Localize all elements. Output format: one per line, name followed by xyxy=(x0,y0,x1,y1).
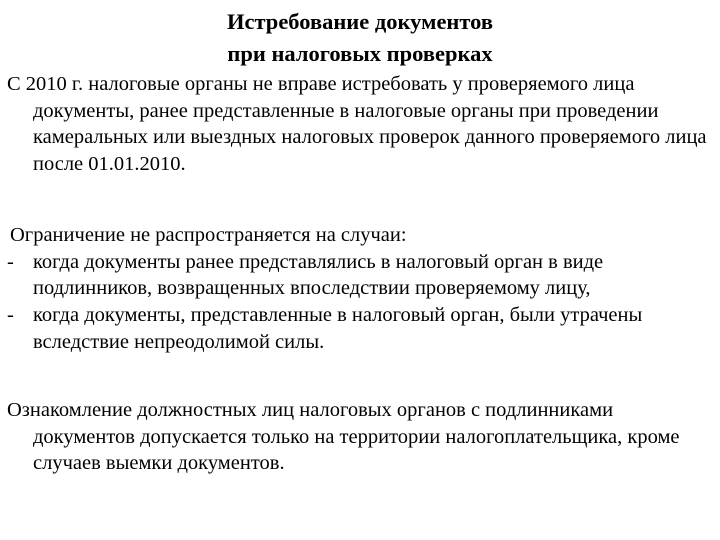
paragraph-restriction-text: С 2010 г. налоговые органы не вправе истребовать у проверяемого лица документы, ранее представленные в налоговые органы при проведении камеральных или выездных налоговых проверок данного проверяемого лица после 01.01.2010. xyxy=(7,73,707,176)
exception-item-originals xyxy=(7,249,713,302)
exception-item-originals-text: когда документы ранее представлялись в налоговый орган в виде подлинников, возвращенных впоследствии проверяемому лицу, xyxy=(33,250,604,300)
dash-bullet: - xyxy=(7,304,14,327)
title-line-1: Истребование документов xyxy=(226,9,493,34)
paragraph-restriction xyxy=(7,71,713,178)
page-title xyxy=(0,6,720,70)
paragraph-familiarization xyxy=(7,397,713,477)
dash-bullet: - xyxy=(7,250,14,273)
title-line-2: при налоговых проверках xyxy=(227,41,493,66)
paragraph-exceptions xyxy=(7,222,713,356)
exception-item-force-majeure xyxy=(7,302,713,355)
exceptions-intro: Ограничение не распространяется на случаи: xyxy=(10,224,407,246)
paragraph-familiarization-text: Ознакомление должностных лиц налоговых органов с подлинниками документов допускается только на территории налогоплательщика, кроме случаев выемки документов. xyxy=(7,399,680,475)
exception-item-force-majeure-text: когда документы, представленные в налоговый орган, были утрачены вследствие непреодолимой силы. xyxy=(33,304,643,353)
